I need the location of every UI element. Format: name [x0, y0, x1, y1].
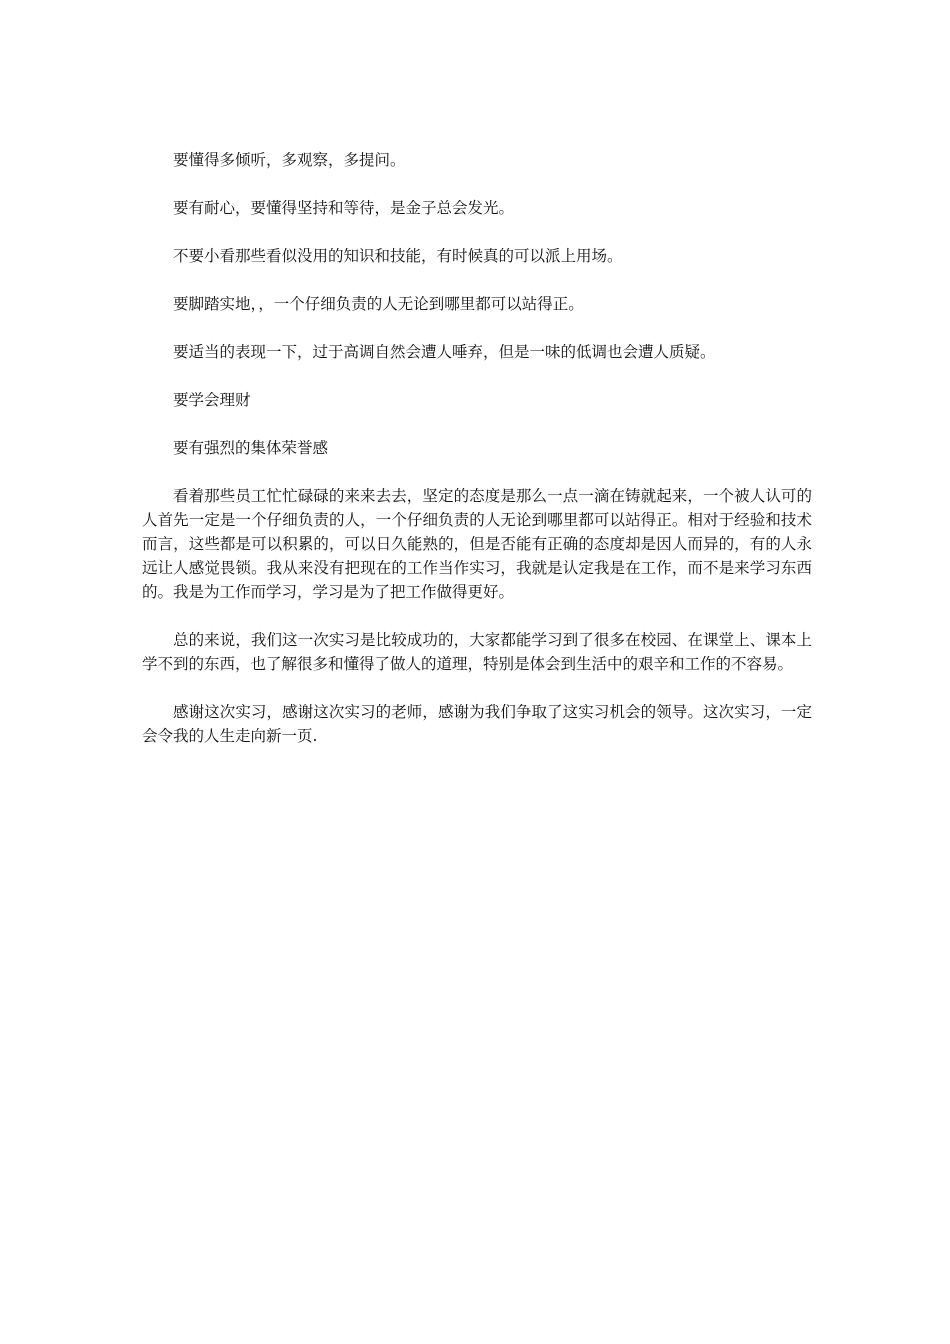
document-body [142, 148, 812, 772]
paragraph-summary: 总的来说，我们这一次实习是比较成功的，大家都能学习到了很多在校园、在课堂上、课本上学不到的东西，也了解很多和懂得了做人的道理，特别是体会到生活中的艰辛和工作的不容易。 [142, 631, 812, 673]
paragraph-express: 要适当的表现一下，过于高调自然会遭人唾弃，但是一味的低调也会遭人质疑。 [173, 343, 716, 361]
paragraph-patience: 要有耐心，要懂得坚持和等待，是金子总会发光。 [173, 199, 515, 217]
paragraph-thanks: 感谢这次实习，感谢这次实习的老师，感谢为我们争取了这实习机会的领导。这次实习，一定会令我的人生走向新一页. [142, 703, 812, 745]
paragraph-attitude: 看着那些员工忙忙碌碌的来来去去，坚定的态度是那么一点一滴在铸就起来，一个被人认可的人首先一定是一个仔细负责的人，一个仔细负责的人无论到哪里都可以站得正。相对于经验和技术而言，这些都是可以积累的，可以日久能熟的，但是否能有正确的态度却是因人而异的，有的人永远让人感觉畏锁。我从来没有把现在的工作当作实习，我就是认定我是在工作，而不是来学习东西的。我是为工作而学习，学习是为了把工作做得更好。 [142, 487, 812, 601]
paragraph-listen: 要懂得多倾听，多观察，多提问。 [173, 151, 406, 169]
paragraph-collective-honor: 要有强烈的集体荣誉感 [173, 439, 329, 457]
paragraph-finance: 要学会理财 [173, 391, 251, 409]
paragraph-down-to-earth: 要脚踏实地，，一个仔细负责的人无论到哪里都可以站得正。 [173, 295, 584, 313]
paragraph-skills: 不要小看那些看似没用的知识和技能，有时候真的可以派上用场。 [173, 247, 623, 265]
